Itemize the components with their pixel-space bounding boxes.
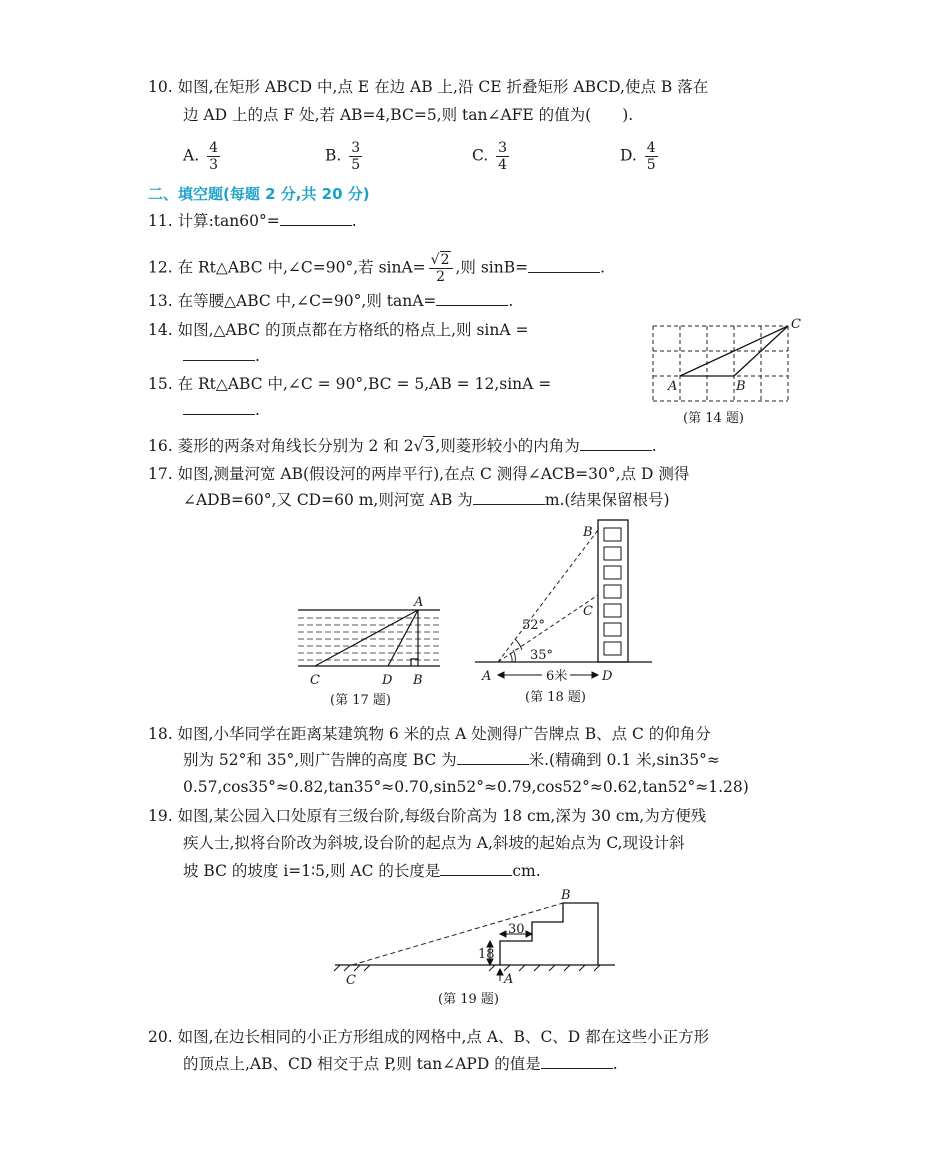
q12: 12. 在 Rt△ABC 中,∠C=90°,若 sinA= $\frac{√2}{2}$ ,则 sinB= . [148, 252, 606, 285]
figure-17-river [290, 592, 450, 712]
q12-answer-blank[interactable] [528, 258, 600, 273]
q10-option-a[interactable]: A. $\frac{4}{3}$ [183, 140, 218, 173]
fig14-caption: (第 14 题) [683, 411, 744, 426]
q14-answer-blank[interactable] [183, 346, 255, 361]
q13: 13. 在等腰△ABC 中,∠C=90°,则 tanA= . [148, 292, 514, 310]
q17-answer-blank[interactable] [473, 490, 545, 505]
fig19-label-a: A [504, 972, 514, 987]
fig18-label-b: B [583, 525, 593, 540]
q15-line1: 15. 在 Rt△ABC 中,∠C = 90°,BC = 5,AB = 12,sinA = [148, 375, 552, 393]
q19-line2: 疾人士,拟将台阶改为斜坡,设台阶的起点为 A,斜坡的起始点为 C,现设计斜 [183, 834, 685, 852]
q10-option-d[interactable]: D. $\frac{4}{5}$ [620, 140, 656, 173]
q17-line1: 17. 如图,测量河宽 AB(假设河的两岸平行),在点 C 测得∠ACB=30°,点 D 测得 [148, 465, 690, 483]
fig19-height-label: 18 [478, 947, 495, 962]
q10-option-c[interactable]: C. $\frac{3}{4}$ [472, 140, 508, 173]
q19-line3: 坡 BC 的坡度 i=1∶5,则 AC 的长度是 cm. [183, 862, 541, 880]
q18-answer-blank[interactable] [457, 750, 529, 765]
fig18-label-a: A [482, 669, 492, 684]
fig18-label-c: C [583, 604, 593, 619]
q18-line3: 0.57,cos35°≈0.82,tan35°≈0.70,sin52°≈0.79,cos52°≈0.62,tan52°≈1.28) [183, 778, 749, 796]
q20-answer-blank[interactable] [541, 1054, 613, 1069]
fig18-angle-35: 35° [530, 648, 554, 663]
q16-answer-blank[interactable] [580, 436, 652, 451]
q14-line2: . [183, 346, 260, 366]
fig19-depth-label: 30 [508, 922, 525, 937]
fig17-caption: (第 17 题) [330, 693, 391, 708]
q13-answer-blank[interactable] [436, 291, 508, 306]
q15-line2: . [183, 400, 260, 420]
q20-line2: 的顶点上,AB、CD 相交于点 P,则 tan∠APD 的值是 . [183, 1055, 618, 1073]
figure-19-stairs [330, 885, 620, 1015]
q20-line1: 20. 如图,在边长相同的小正方形组成的网格中,点 A、B、C、D 都在这些小正方形 [148, 1028, 710, 1046]
q11-answer-blank[interactable] [280, 211, 352, 226]
fig19-caption: (第 19 题) [438, 992, 499, 1007]
q15-answer-blank[interactable] [183, 400, 255, 415]
fig18-distance: 6米 [546, 669, 568, 684]
q10-option-b[interactable]: B. $\frac{3}{5}$ [325, 140, 361, 173]
fig17-label-a: A [414, 595, 424, 610]
fig14-label-c: C [791, 317, 801, 332]
q14-line1: 14. 如图,△ABC 的顶点都在方格纸的格点上,则 sinA = [148, 321, 529, 339]
figure-14-grid [650, 318, 810, 428]
fig14-label-a: A [668, 379, 678, 394]
q11: 11. 计算:tan60°= . [148, 212, 357, 230]
fig18-caption: (第 18 题) [525, 690, 586, 705]
fig19-label-b: B [561, 888, 571, 903]
fig18-angle-52: 52° [522, 618, 546, 633]
fig17-label-b: B [413, 673, 423, 688]
fig17-label-c: C [310, 673, 320, 688]
fig14-label-b: B [736, 379, 746, 394]
q16: 16. 菱形的两条对角线长分别为 2 和 2√3,则菱形较小的内角为 . [148, 437, 657, 455]
q18-line2: 别为 52°和 35°,则广告牌的高度 BC 为 米.(精确到 0.1 米,sin35°≈ [183, 751, 720, 769]
q19-answer-blank[interactable] [440, 861, 512, 876]
q18-line1: 18. 如图,小华同学在距离某建筑物 6 米的点 A 处测得广告牌点 B、点 C 的仰角分 [148, 725, 711, 743]
section-fill-blank-heading: 二、填空题(每题 2 分,共 20 分) [148, 185, 370, 203]
figure-18-building [470, 512, 660, 712]
q19-line1: 19. 如图,某公园入口处原有三级台阶,每级台阶高为 18 cm,深为 30 cm,为方便残 [148, 807, 707, 825]
q17-line2: ∠ADB=60°,又 CD=60 m,则河宽 AB 为 m.(结果保留根号) [183, 491, 670, 509]
fig17-label-d: D [382, 673, 393, 688]
q10-line1: 10. 如图,在矩形 ABCD 中,点 E 在边 AB 上,沿 CE 折叠矩形 ABCD,使点 B 落在 [148, 78, 709, 96]
fig19-label-c: C [346, 973, 356, 988]
fig18-label-d: D [602, 669, 613, 684]
q10-line2: 边 AD 上的点 F 处,若 AB=4,BC=5,则 tan∠AFE 的值为( ). [183, 106, 634, 124]
